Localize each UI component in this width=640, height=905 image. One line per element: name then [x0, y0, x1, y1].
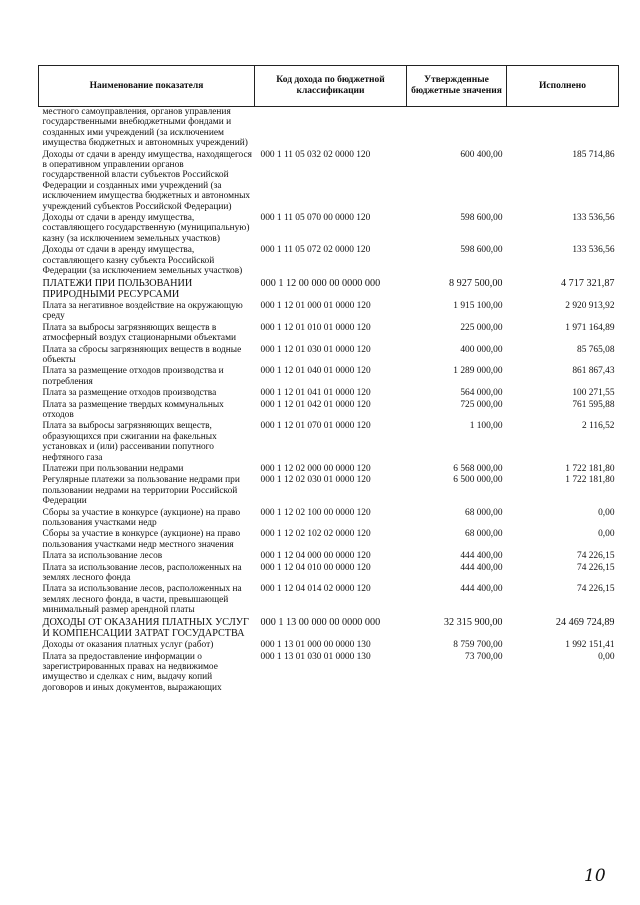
row-plan-cell: 8 759 700,00 — [453, 640, 503, 651]
row-code-cell: 000 1 12 01 041 01 0000 120 — [260, 388, 371, 399]
row-code-cell: 000 1 12 02 030 01 0000 120 — [260, 475, 371, 486]
row-done-cell: 74 226,15 — [577, 551, 615, 562]
row-name-cell: Плата за размещение отходов производства — [42, 388, 217, 399]
row-code-cell: 000 1 13 01 030 01 0000 130 — [260, 651, 371, 662]
table-row — [39, 640, 619, 651]
table-row — [39, 464, 619, 475]
row-name-cell: ДОХОДЫ ОТ ОКАЗАНИЯ ПЛАТНЫХ УСЛУГ И КОМПЕНСАЦИИ ЗАТРАТ ГОСУДАРСТВА — [42, 616, 249, 639]
header-code: Код дохода по бюджетной классификации — [255, 66, 407, 107]
row-done-cell: 133 536,56 — [572, 213, 615, 224]
row-code-cell: 000 1 12 01 042 01 0000 120 — [260, 399, 371, 410]
table-row — [39, 345, 619, 367]
row-name-cell: Сборы за участие в конкурсе (аукционе) на право пользования участками недр местного значения — [42, 529, 241, 550]
row-plan-cell: 444 400,00 — [460, 584, 503, 595]
table-row — [39, 421, 619, 464]
row-done-cell: 0,00 — [598, 507, 615, 518]
row-plan-cell: 6 500 000,00 — [453, 475, 503, 486]
row-plan-cell: 6 568 000,00 — [453, 464, 503, 474]
row-plan-cell: 1 289 000,00 — [453, 366, 503, 377]
row-name-cell: Сборы за участие в конкурсе (аукционе) на право пользования участками недр — [42, 507, 241, 529]
row-done-cell: 74 226,15 — [577, 584, 615, 595]
row-code-cell: 000 1 12 02 100 00 0000 120 — [260, 507, 371, 518]
row-code-cell: 000 1 12 02 000 00 0000 120 — [260, 464, 371, 474]
row-done-cell: 2 116,52 — [582, 421, 615, 432]
row-code-cell: 000 1 12 01 070 01 0000 120 — [260, 421, 371, 432]
row-done-cell: 2 920 913,92 — [565, 300, 615, 311]
header-done: Исполнено — [507, 66, 619, 107]
row-name-cell: Доходы от оказания платных услуг (работ) — [42, 640, 214, 651]
table-row — [39, 107, 619, 150]
table-row — [39, 508, 619, 530]
row-code-cell: 000 1 13 01 000 00 0000 130 — [260, 640, 371, 651]
row-plan-cell: 444 400,00 — [460, 551, 503, 562]
row-code-cell: 000 1 12 01 000 01 0000 120 — [260, 300, 371, 311]
row-done-cell: 0,00 — [598, 651, 615, 662]
row-code-cell: 000 1 12 04 014 02 0000 120 — [260, 584, 371, 595]
row-code-cell: 000 1 12 01 040 01 0000 120 — [260, 366, 371, 377]
row-name-cell: Плата за предоставление информации о зарегистрированных правах на недвижимое имущество и сделках с ним, выдачу копий договоров и иных документов, выражающих — [42, 651, 222, 693]
row-name-cell: Платежи при пользовании недрами — [42, 464, 184, 474]
row-name-cell: Плата за сбросы загрязняющих веществ в водные объекты — [42, 344, 242, 365]
row-plan-cell: 73 700,00 — [465, 651, 503, 662]
row-name-cell: Плата за использование лесов — [42, 551, 163, 562]
row-done-cell: 1 971 164,89 — [565, 322, 615, 333]
table-body — [39, 107, 619, 695]
row-done-cell: 100 271,55 — [572, 388, 615, 399]
row-done-cell: 861 867,43 — [572, 366, 615, 377]
row-code-cell: 000 1 12 04 000 00 0000 120 — [260, 551, 371, 562]
budget-table — [38, 65, 619, 694]
row-plan-cell: 400 000,00 — [460, 344, 503, 355]
row-done-cell: 1 722 181,80 — [565, 464, 615, 474]
row-done-cell: 0,00 — [598, 529, 615, 540]
row-done-cell: 24 469 724,89 — [555, 616, 615, 628]
header-plan: Утвержденные бюджетные значения — [407, 66, 507, 107]
table-row — [39, 563, 619, 585]
row-done-cell: 4 717 321,87 — [561, 277, 615, 289]
row-plan-cell: 1 100,00 — [469, 421, 503, 432]
row-name-cell: ПЛАТЕЖИ ПРИ ПОЛЬЗОВАНИИ ПРИРОДНЫМИ РЕСУРСАМИ — [42, 277, 193, 300]
table-row — [39, 529, 619, 551]
row-name-cell: Плата за размещение отходов производства и потребления — [42, 366, 224, 387]
row-code-cell: 000 1 12 00 000 00 0000 000 — [260, 277, 381, 289]
row-done-cell: 1 992 151,41 — [565, 640, 615, 651]
page-number: 10 — [584, 866, 606, 886]
row-name-cell: Плата за размещение твердых коммунальных отходов — [42, 399, 224, 420]
row-plan-cell: 444 400,00 — [460, 562, 503, 573]
row-name-cell: Плата за использование лесов, расположенных на землях лесного фонда — [42, 562, 242, 584]
row-name-cell: местного самоуправления, органов управления государственными внебюджетными фондами и созданных ими учреждений (за исключением имущества бюджетных и автономных учреждений) — [42, 107, 248, 149]
table-row — [39, 475, 619, 507]
table-row — [39, 584, 619, 616]
table-row — [39, 551, 619, 562]
row-plan-cell: 32 315 900,00 — [443, 616, 503, 628]
row-code-cell: 000 1 11 05 032 02 0000 120 — [260, 149, 371, 160]
row-plan-cell: 68 000,00 — [465, 507, 503, 518]
row-done-cell — [507, 107, 619, 150]
row-done-cell: 185 714,86 — [572, 149, 615, 160]
row-done-cell: 1 722 181,80 — [565, 475, 615, 486]
table-row — [39, 301, 619, 323]
row-plan-cell: 68 000,00 — [465, 529, 503, 540]
row-code-cell: 000 1 12 02 102 02 0000 120 — [260, 529, 371, 540]
row-name-cell: Доходы от сдачи в аренду имущества, составляющего казну субъекта Российской Федерации (за исключением земельных участков) — [42, 245, 243, 277]
row-plan-cell: 8 927 500,00 — [449, 277, 503, 289]
table-row — [39, 150, 619, 213]
row-plan-cell: 564 000,00 — [460, 388, 503, 399]
table-row — [39, 213, 619, 245]
row-code-cell: 000 1 11 05 072 02 0000 120 — [260, 245, 371, 256]
row-code-cell: 000 1 12 01 030 01 0000 120 — [260, 344, 371, 355]
table-row — [39, 652, 619, 695]
row-name-cell: Плата за выбросы загрязняющих веществ, образующихся при сжигании на факельных установках и (или) рассеивании попутного нефтяного газа — [42, 421, 217, 463]
header-name: Наименование показателя — [39, 66, 255, 107]
row-plan-cell: 598 600,00 — [460, 213, 503, 224]
row-plan-cell — [407, 107, 507, 150]
row-plan-cell: 600 400,00 — [460, 149, 503, 160]
table-row — [39, 245, 619, 277]
row-code-cell: 000 1 11 05 070 00 0000 120 — [260, 213, 371, 224]
row-name-cell: Плата за негативное воздействие на окружающую среду — [42, 300, 243, 322]
row-name-cell: Доходы от сдачи в аренду имущества, находящегося в оперативном управлении органов государственной власти субъектов Российской Федерации и созданных ими учреждений (за исключением имущества бюджетных и автономных учреждений субъектов Российской Федерации) — [42, 149, 252, 212]
table-row — [39, 388, 619, 399]
table-row — [39, 400, 619, 422]
row-plan-cell: 1 915 100,00 — [453, 300, 503, 311]
row-code-cell — [255, 107, 407, 150]
row-code-cell: 000 1 12 04 010 00 0000 120 — [260, 562, 371, 573]
table-row — [39, 617, 619, 640]
table-row — [39, 323, 619, 345]
row-name-cell: Плата за выбросы загрязняющих веществ в атмосферный воздух стационарными объектами — [42, 322, 237, 344]
row-plan-cell: 598 600,00 — [460, 245, 503, 256]
row-name-cell: Доходы от сдачи в аренду имущества, составляющего государственную (муниципальную) казну (за исключением земельных участков) — [42, 213, 250, 244]
row-done-cell: 761 595,88 — [572, 399, 615, 410]
table-row — [39, 278, 619, 301]
row-done-cell: 133 536,56 — [572, 245, 615, 256]
table-row — [39, 366, 619, 388]
row-plan-cell: 225 000,00 — [460, 322, 503, 333]
row-done-cell: 74 226,15 — [577, 562, 615, 573]
row-done-cell: 85 765,08 — [577, 344, 615, 355]
row-code-cell: 000 1 13 00 000 00 0000 000 — [260, 616, 381, 628]
row-plan-cell: 725 000,00 — [460, 399, 503, 410]
row-code-cell: 000 1 12 01 010 01 0000 120 — [260, 322, 371, 333]
table-header-row — [39, 66, 619, 107]
row-name-cell: Плата за использование лесов, расположенных на землях лесного фонда, в части, превышающей минимальный размер арендной платы — [42, 584, 242, 616]
row-name-cell: Регулярные платежи за пользование недрами при пользовании недрами на территории Российской Федерации — [42, 475, 240, 507]
